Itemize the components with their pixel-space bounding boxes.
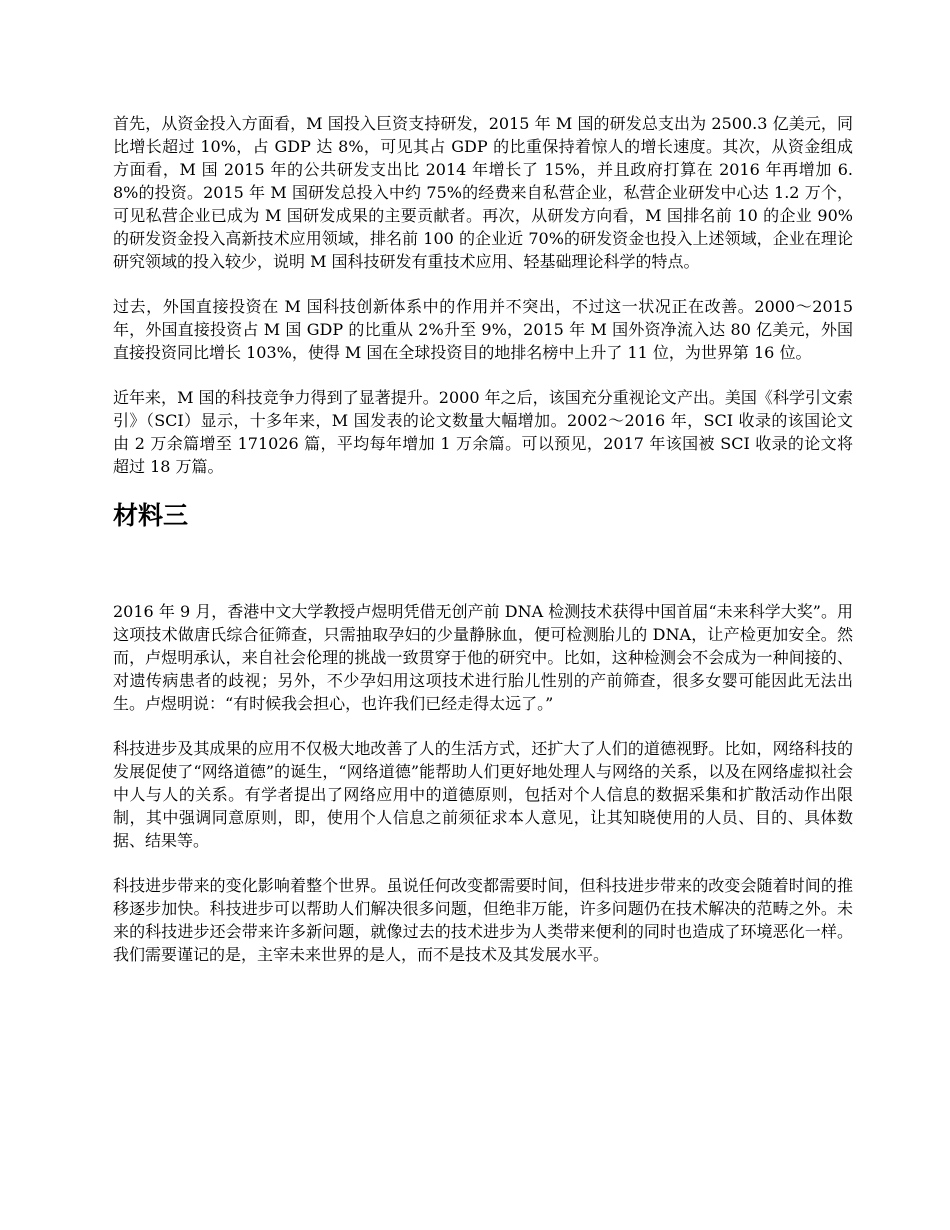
paragraph-dna-testing: 2016 年 9 月，香港中文大学教授卢煜明凭借无创产前 DNA 检测技术获得中国首届“未来科学大奖”。用这项技术做唐氏综合征筛查，只需抽取孕妇的少量静脉血，便可检测胎儿的 DNA，让产检更加安全。然而，卢煜明承认，来自社会伦理的挑战一致贯穿于他的研究中。比如，这种检测会不会成为一种间接的、对遗传病患者的歧视；另外，不少孕妇用这项技术进行胎儿性别的产前筛查，很多女婴可能因此无法出生。卢煜明说：“有时候我会担心，也许我们已经走得太远了。” xyxy=(113,602,853,713)
paragraph-foreign-investment: 过去，外国直接投资在 M 国科技创新体系中的作用并不突出，不过这一状况正在改善。2000～2015 年，外国直接投资占 M 国 GDP 的比重从 2%升至 9%，2015 年 M 国外资净流入达 80 亿美元，外国直接投资同比增长 103%，使得 M 国在全球投资目的地排名榜中上升了 11 位，为世界第 16 位。 xyxy=(113,297,853,362)
paragraph-sci-papers: 近年来，M 国的科技竞争力得到了显著提升。2000 年之后，该国充分重视论文产出。美国《科学引文索引》（SCI）显示，十多年来，M 国发表的论文数量大幅增加。2002～2016 年，SCI 收录的该国论文由 2 万余篇增至 171026 篇，平均每年增加 1 万余篇。可以预见，2017 年该国被 SCI 收录的论文将超过 18 万篇。 xyxy=(113,388,853,476)
document-body xyxy=(113,112,853,988)
paragraph-network-ethics: 科技进步及其成果的应用不仅极大地改善了人的生活方式，还扩大了人们的道德视野。比如，网络科技的发展促使了“网络道德”的诞生，“网络道德”能帮助人们更好地处理人与网络的关系，以及在网络虚拟社会中人与人的关系。有学者提出了网络应用中的道德原则，包括对个人信息的数据采集和扩散活动作出限制，其中强调同意原则，即，使用个人信息之前须征求本人意见，让其知晓使用的人员、目的、具体数据、结果等。 xyxy=(113,739,853,850)
paragraph-tech-progress: 科技进步带来的变化影响着整个世界。虽说任何改变都需要时间，但科技进步带来的改变会随着时间的推移逐步加快。科技进步可以帮助人们解决很多问题，但绝非万能，许多问题仍在技术解决的范畴之外。未来的科技进步还会带来许多新问题，就像过去的技术进步为人类带来便利的同时也造成了环境恶化一样。我们需要谨记的是，主宰未来世界的是人，而不是技术及其发展水平。 xyxy=(113,876,853,964)
paragraph-research-funding: 首先，从资金投入方面看，M 国投入巨资支持研发，2015 年 M 国的研发总支出为 2500.3 亿美元，同比增长超过 10%，占 GDP 达 8%，可见其占 GDP 的比重保持着惊人的增长速度。其次，从资金组成方面看，M 国 2015 年的公共研发支出比 2014 年增长了 15%，并且政府打算在 2016 年再增加 6.8%的投资。2015 年 M 国研发总投入中约 75%的经费来自私营企业，私营企业研发中心达 1.2 万个，可见私营企业已成为 M 国研发成果的主要贡献者。再次，从研发方向看，M 国排名前 10 的企业 90%的研发资金投入高新技术应用领域，排名前 100 的企业近 70%的研发资金也投入上述领域，企业在理论研究领域的投入较少，说明 M 国科技研发有重技术应用、轻基础理论科学的特点。 xyxy=(113,114,853,271)
section-heading: 材料三 xyxy=(113,501,189,530)
